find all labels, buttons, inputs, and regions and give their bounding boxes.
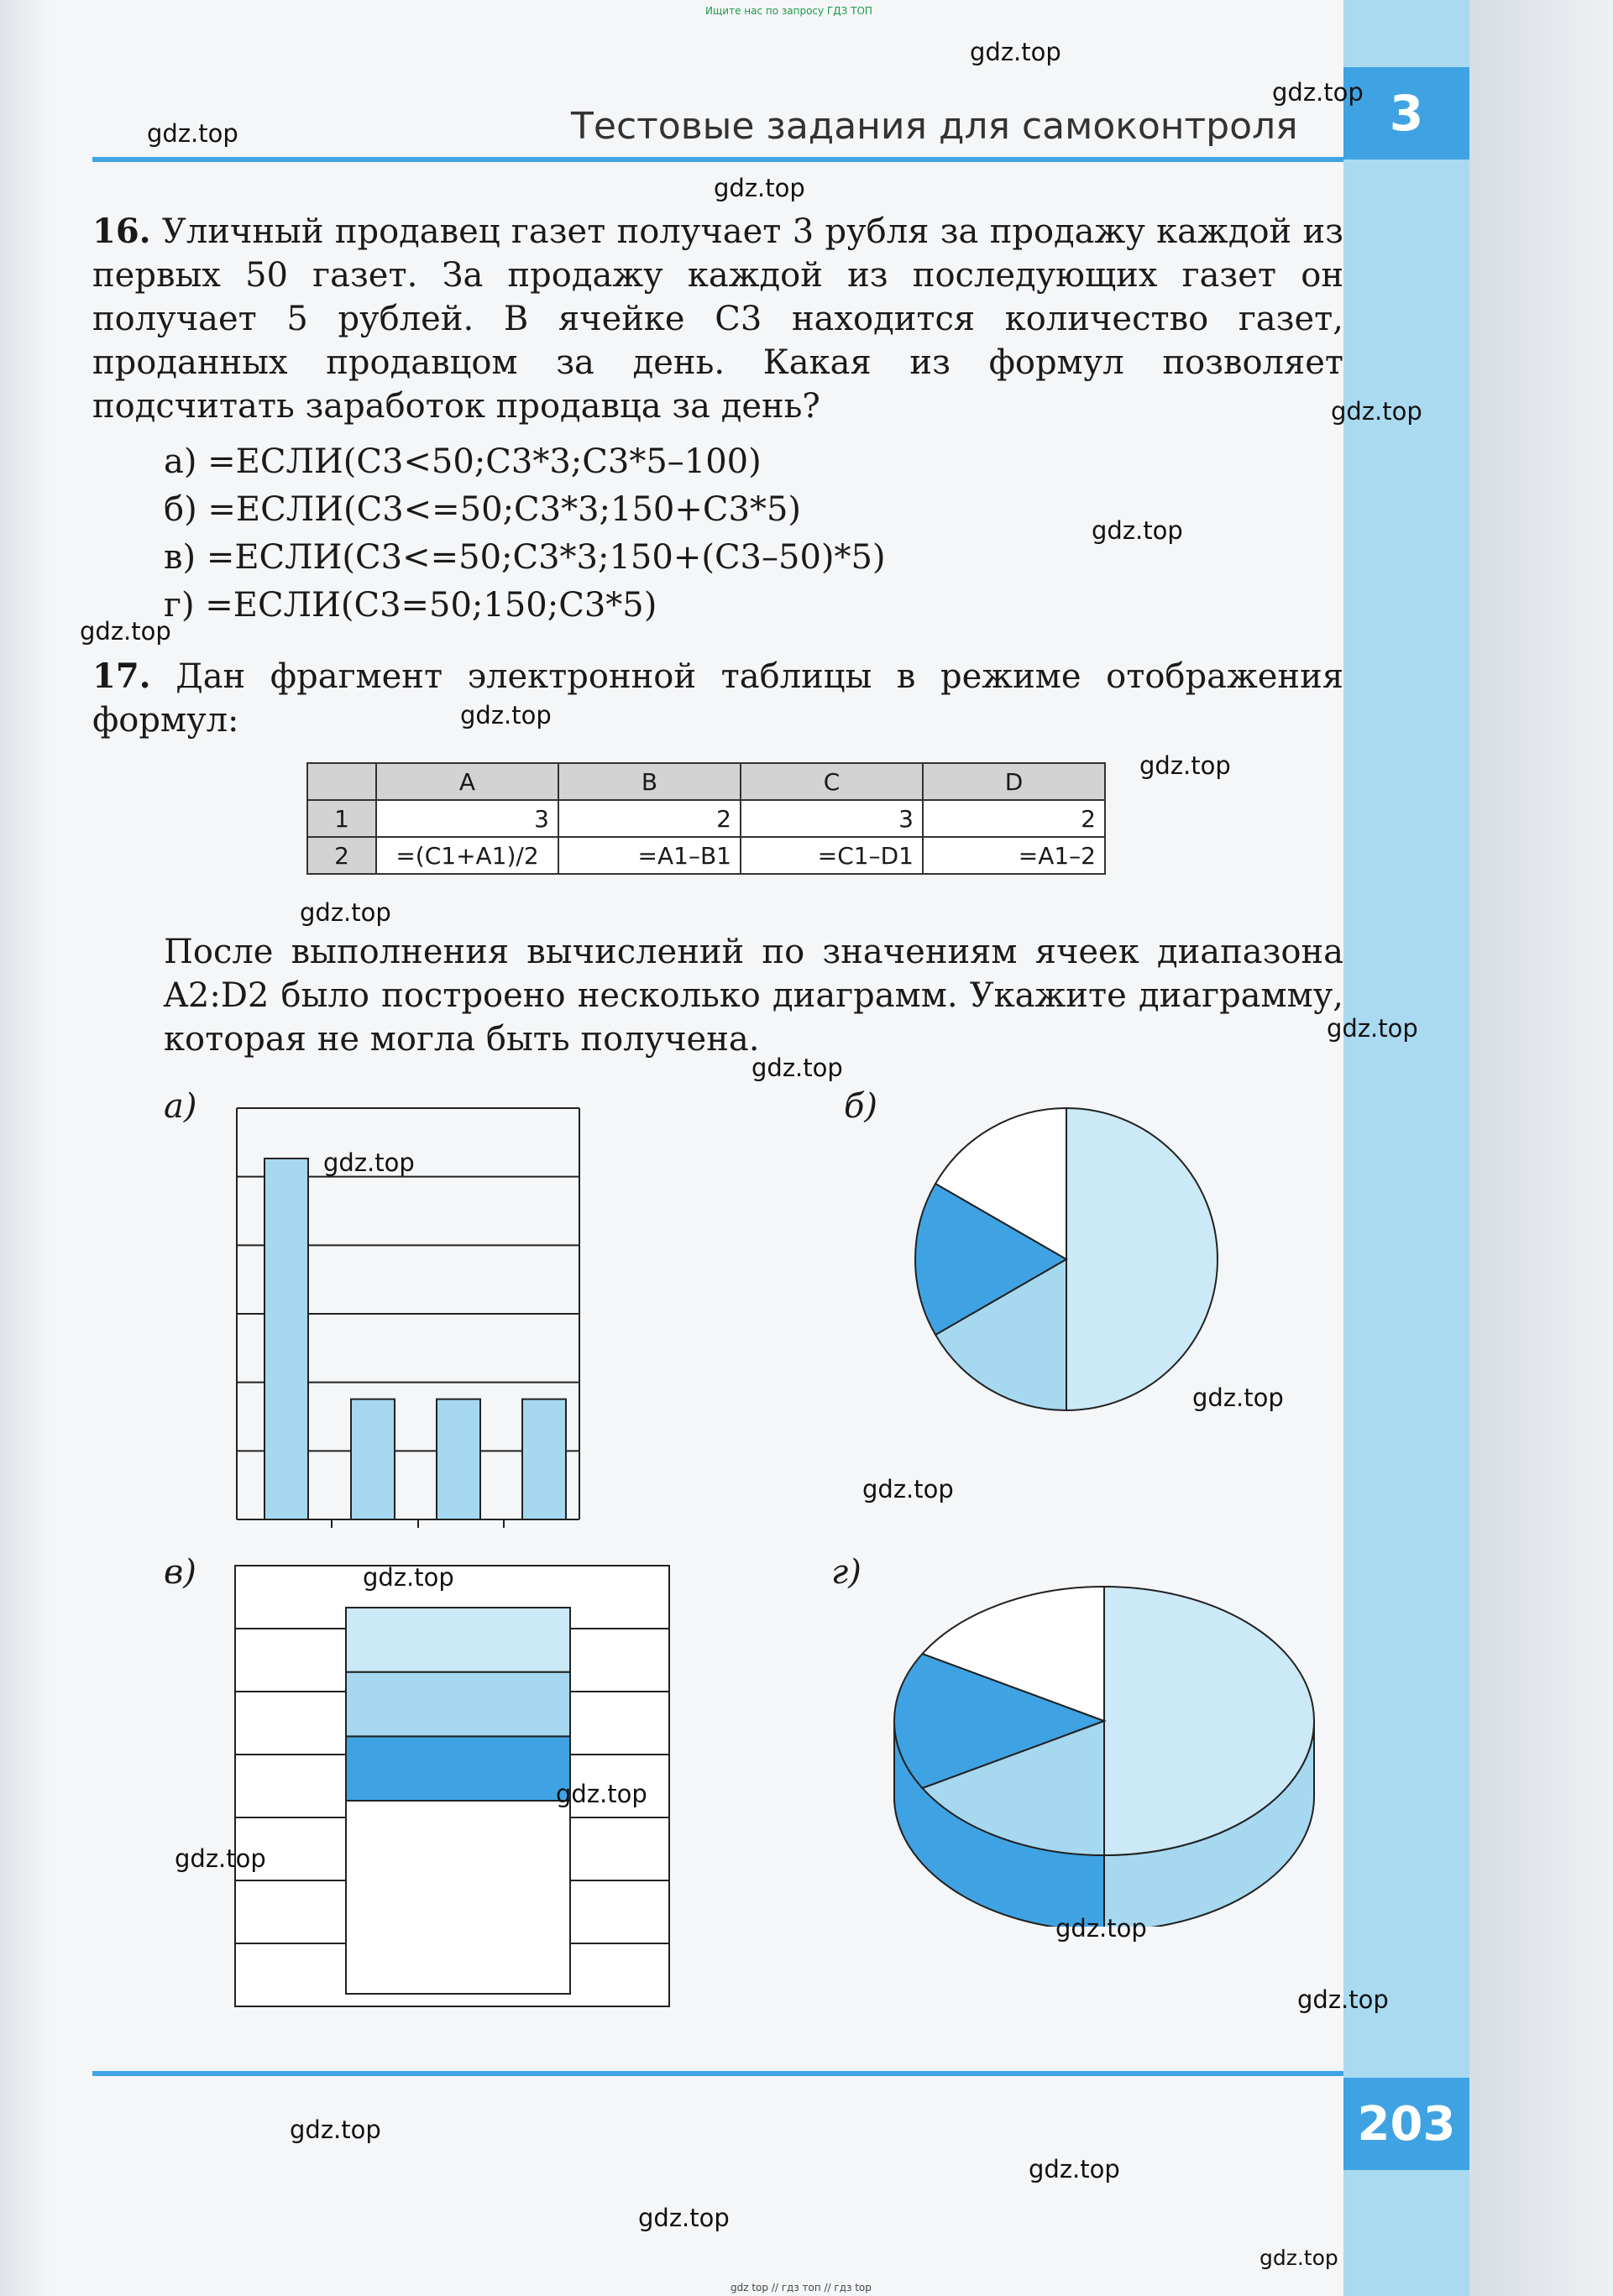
watermark: gdz.top: [290, 2116, 381, 2144]
watermark: gdz.top: [1192, 1383, 1284, 1412]
watermark: gdz.top: [1331, 397, 1422, 426]
page-edge: [1469, 0, 1613, 2296]
table-cell: =(C1+A1)/2: [376, 837, 558, 874]
diagram-b-label: б): [844, 1087, 878, 1126]
stacked-segment: [346, 1801, 570, 1994]
question-17-number: 17.: [92, 656, 151, 696]
watermark: gdz.top: [147, 119, 238, 148]
watermark: gdz.top: [300, 898, 391, 927]
column-header: A: [376, 763, 558, 800]
watermark: gdz.top: [714, 174, 805, 202]
bar: [437, 1399, 480, 1519]
watermark: gdz.top: [862, 1475, 954, 1504]
watermark: gdz.top: [752, 1054, 843, 1082]
header-rule: [92, 157, 1343, 162]
pie-slice: [1066, 1108, 1218, 1410]
page-shadow: [0, 0, 50, 2296]
table-corner: [307, 763, 376, 800]
watermark: gdz.top: [363, 1563, 454, 1592]
diagram-b-pie-chart: [907, 1096, 1226, 1423]
watermark: gdz.top: [638, 2204, 730, 2232]
option-16-a: а) =ЕСЛИ(С3<50;С3*3;С3*5–100): [164, 442, 762, 481]
table-cell: =C1–D1: [741, 837, 923, 874]
diagram-a-label: а): [164, 1087, 197, 1126]
question-16-text: Уличный продавец газет получает 3 рубля за продажу каждой из первых 50 газет. За продажу каждой из последующих газет он получает 5 рублей. В ячейке С3 находится количество газет, проданных продавцом за день. Какая из формул позволяет подсчитать заработок продавца за день?: [92, 212, 1343, 426]
diagram-v-label: в): [164, 1553, 196, 1592]
option-16-b: б) =ЕСЛИ(С3<=50;С3*3;150+С3*5): [164, 490, 802, 529]
watermark: gdz.top: [1327, 1014, 1418, 1043]
table-cell: =A1–2: [923, 837, 1105, 874]
table-cell: 3: [376, 800, 558, 837]
row-header: 1: [307, 800, 376, 837]
watermark: gdz.top: [556, 1780, 647, 1808]
option-16-g: г) =ЕСЛИ(С3=50;150;С3*5): [164, 586, 657, 625]
table-cell: 2: [923, 800, 1105, 837]
diagram-g-3d-pie-chart: [886, 1574, 1339, 1927]
column-header: D: [923, 763, 1105, 800]
question-17-followup: После выполнения вычислений по значениям ячеек диапазона A2:D2 было построено несколько диаграмм. Укажите диаграмму, которая не могла быть получена.: [164, 933, 1343, 1059]
chapter-tab: 3: [1343, 67, 1469, 160]
diagram-g-label: г): [831, 1553, 861, 1592]
stacked-segment: [346, 1736, 570, 1801]
row-header: 2: [307, 837, 376, 874]
watermark: gdz.top: [1029, 2155, 1120, 2184]
watermark: gdz.top: [80, 617, 171, 646]
stacked-segment: [346, 1672, 570, 1737]
bottom-banner: gdz top // гдз топ // гдз top: [731, 2282, 872, 2293]
question-16: [92, 210, 1343, 428]
watermark: gdz.top: [323, 1148, 415, 1177]
question-16-number: 16.: [92, 212, 151, 251]
table-cell: 3: [741, 800, 923, 837]
page-title: Тестовые задания для самоконтроля: [571, 105, 1298, 148]
column-header: B: [558, 763, 741, 800]
bar: [522, 1399, 566, 1519]
bar: [264, 1158, 308, 1519]
page-number: 203: [1343, 2078, 1469, 2170]
question-17-text: Дан фрагмент электронной таблицы в режиме отображения формул:: [92, 657, 1343, 740]
top-banner: Ищите нас по запросу ГДЗ ТОП: [705, 5, 872, 17]
stacked-segment: [346, 1608, 570, 1672]
table-cell: 2: [558, 800, 741, 837]
watermark: gdz.top: [460, 701, 552, 730]
watermark: gdz.top: [175, 1844, 266, 1873]
option-16-v: в) =ЕСЛИ(С3<=50;С3*3;150+(С3–50)*5): [164, 538, 886, 577]
watermark: gdz.top: [1055, 1914, 1147, 1943]
question-17: [92, 655, 1343, 742]
watermark: gdz.top: [1260, 2246, 1338, 2270]
watermark: gdz.top: [1092, 516, 1183, 545]
bar: [351, 1399, 395, 1519]
margin-strip: [1343, 0, 1469, 2296]
spreadsheet-fragment: [306, 762, 1106, 875]
watermark: gdz.top: [970, 38, 1061, 66]
footer-rule: [92, 2071, 1343, 2076]
watermark: gdz.top: [1139, 751, 1231, 780]
watermark: gdz.top: [1272, 78, 1364, 107]
watermark: gdz.top: [1297, 1985, 1389, 2014]
column-header: C: [741, 763, 923, 800]
table-cell: =A1–B1: [558, 837, 741, 874]
